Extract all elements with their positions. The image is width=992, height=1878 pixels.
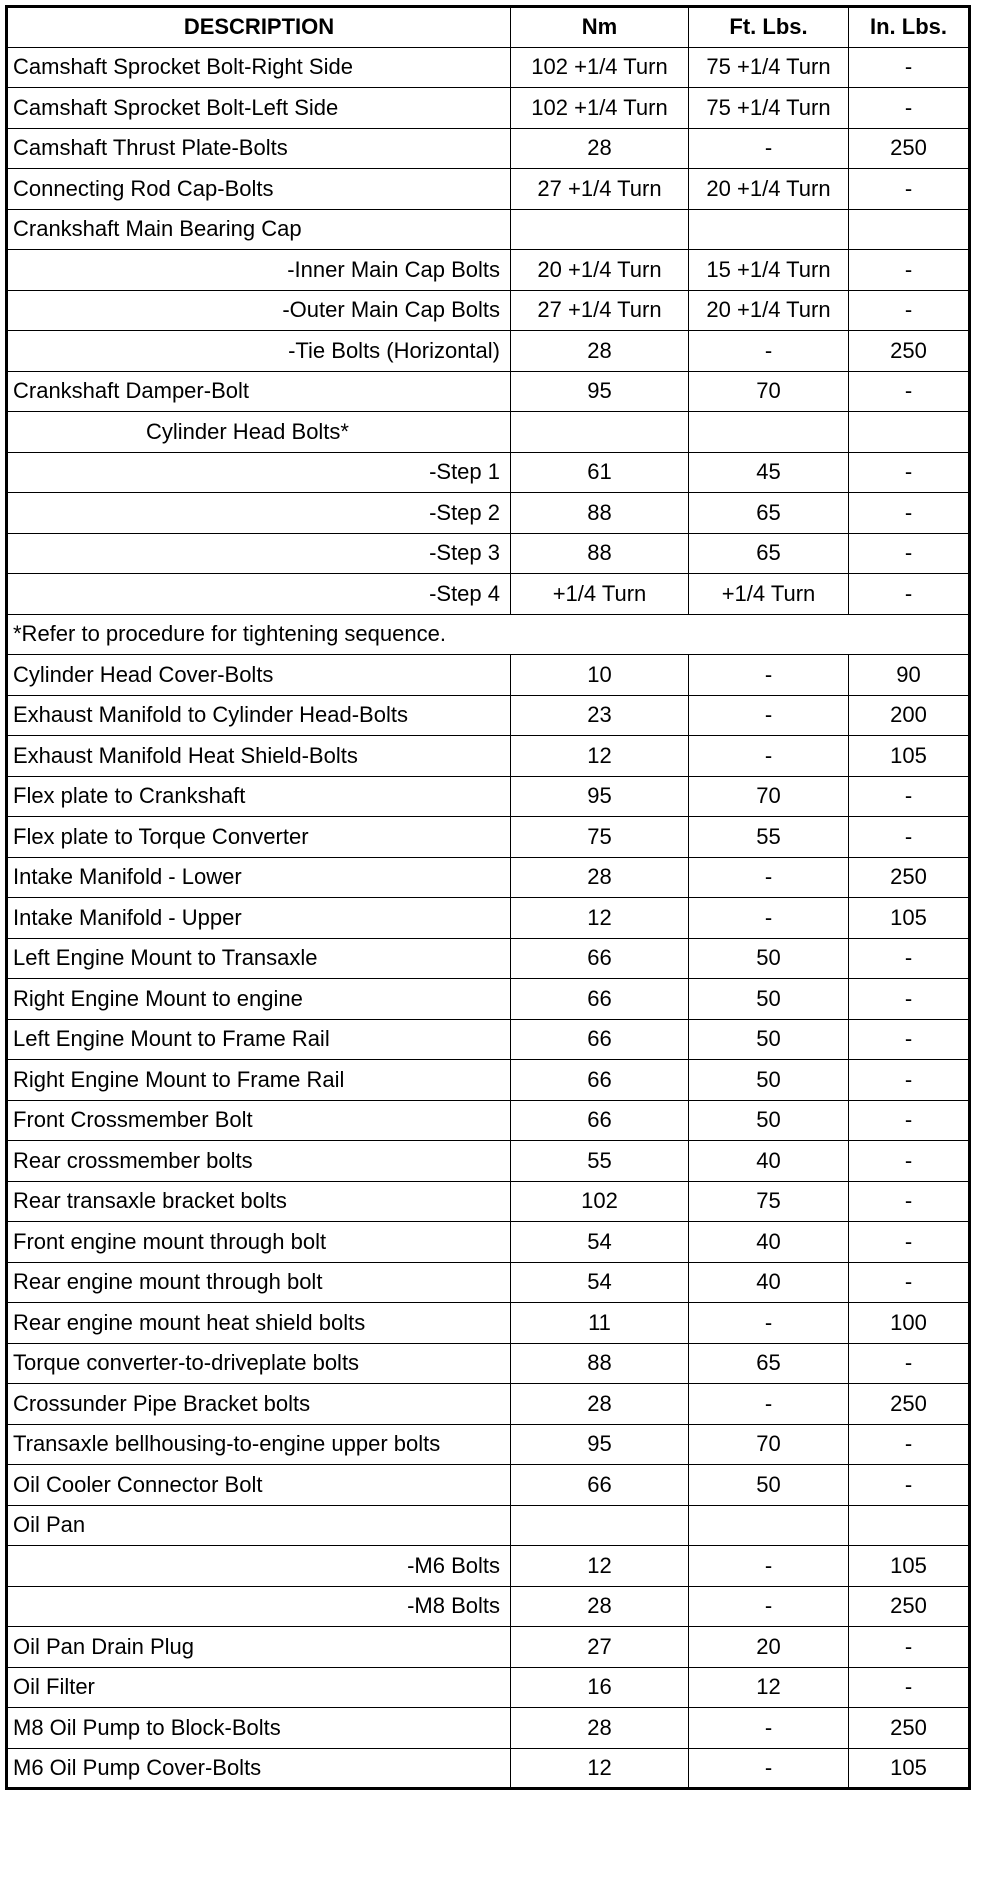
in-lbs-cell: -: [849, 1181, 970, 1222]
ft-lbs-cell: 50: [689, 1465, 849, 1506]
ft-lbs-cell: 70: [689, 371, 849, 412]
description-cell: Front Crossmember Bolt: [7, 1100, 511, 1141]
table-row: [7, 736, 970, 777]
table-row: [7, 898, 970, 939]
nm-cell: 55: [511, 1141, 689, 1182]
description-cell: Crossunder Pipe Bracket bolts: [7, 1384, 511, 1425]
table-row: [7, 1465, 970, 1506]
header-in-lbs: In. Lbs.: [849, 7, 970, 48]
in-lbs-cell: -: [849, 574, 970, 615]
ft-lbs-cell: 12: [689, 1667, 849, 1708]
in-lbs-cell: -: [849, 169, 970, 210]
note-row: [7, 614, 970, 655]
in-lbs-cell: -: [849, 1465, 970, 1506]
description-cell: Torque converter-to-driveplate bolts: [7, 1343, 511, 1384]
ft-lbs-cell: [689, 1505, 849, 1546]
nm-cell: 12: [511, 736, 689, 777]
in-lbs-cell: 250: [849, 128, 970, 169]
in-lbs-cell: 105: [849, 1748, 970, 1789]
ft-lbs-cell: [689, 412, 849, 453]
description-cell: Front engine mount through bolt: [7, 1222, 511, 1263]
nm-cell: 66: [511, 979, 689, 1020]
in-lbs-cell: 250: [849, 1586, 970, 1627]
nm-cell: 66: [511, 1100, 689, 1141]
description-cell: Connecting Rod Cap-Bolts: [7, 169, 511, 210]
in-lbs-cell: -: [849, 1262, 970, 1303]
table-row: [7, 533, 970, 574]
nm-cell: 23: [511, 695, 689, 736]
nm-cell: 28: [511, 1586, 689, 1627]
nm-cell: 54: [511, 1222, 689, 1263]
description-cell: Crankshaft Main Bearing Cap: [7, 209, 511, 250]
in-lbs-cell: -: [849, 452, 970, 493]
nm-cell: 28: [511, 1708, 689, 1749]
in-lbs-cell: [849, 209, 970, 250]
in-lbs-cell: -: [849, 250, 970, 291]
table-row: [7, 1343, 970, 1384]
ft-lbs-cell: -: [689, 1708, 849, 1749]
nm-cell: 28: [511, 331, 689, 372]
ft-lbs-cell: 75: [689, 1181, 849, 1222]
description-cell: Right Engine Mount to engine: [7, 979, 511, 1020]
table-row: [7, 169, 970, 210]
in-lbs-cell: -: [849, 1019, 970, 1060]
description-cell: Rear engine mount heat shield bolts: [7, 1303, 511, 1344]
nm-cell: 12: [511, 1748, 689, 1789]
description-cell: -Step 3: [7, 533, 511, 574]
table-row: [7, 1181, 970, 1222]
in-lbs-cell: -: [849, 290, 970, 331]
description-cell: Oil Cooler Connector Bolt: [7, 1465, 511, 1506]
ft-lbs-cell: -: [689, 695, 849, 736]
ft-lbs-cell: -: [689, 898, 849, 939]
table-row: [7, 776, 970, 817]
in-lbs-cell: 90: [849, 655, 970, 696]
ft-lbs-cell: -: [689, 331, 849, 372]
in-lbs-cell: -: [849, 776, 970, 817]
table-row: [7, 1262, 970, 1303]
nm-cell: 66: [511, 1465, 689, 1506]
nm-cell: 28: [511, 128, 689, 169]
nm-cell: 54: [511, 1262, 689, 1303]
ft-lbs-cell: 50: [689, 979, 849, 1020]
description-cell: Exhaust Manifold to Cylinder Head-Bolts: [7, 695, 511, 736]
table-row: [7, 1708, 970, 1749]
ft-lbs-cell: 70: [689, 1424, 849, 1465]
table-row: [7, 1505, 970, 1546]
table-row: [7, 1060, 970, 1101]
nm-cell: [511, 412, 689, 453]
ft-lbs-cell: 40: [689, 1222, 849, 1263]
nm-cell: 28: [511, 1384, 689, 1425]
ft-lbs-cell: -: [689, 128, 849, 169]
description-cell: -Outer Main Cap Bolts: [7, 290, 511, 331]
in-lbs-cell: -: [849, 1100, 970, 1141]
description-cell: Left Engine Mount to Frame Rail: [7, 1019, 511, 1060]
footnote-text: *Refer to procedure for tightening sequence.: [7, 614, 970, 655]
nm-cell: 27 +1/4 Turn: [511, 290, 689, 331]
description-cell: Intake Manifold - Lower: [7, 857, 511, 898]
ft-lbs-cell: -: [689, 1384, 849, 1425]
description-cell: Cylinder Head Bolts*: [7, 412, 511, 453]
ft-lbs-cell: 40: [689, 1262, 849, 1303]
description-cell: Cylinder Head Cover-Bolts: [7, 655, 511, 696]
description-cell: Oil Pan Drain Plug: [7, 1627, 511, 1668]
description-cell: -Tie Bolts (Horizontal): [7, 331, 511, 372]
nm-cell: 102 +1/4 Turn: [511, 47, 689, 88]
nm-cell: 27: [511, 1627, 689, 1668]
table-row: [7, 290, 970, 331]
ft-lbs-cell: -: [689, 1303, 849, 1344]
header-description: DESCRIPTION: [7, 7, 511, 48]
table-row: [7, 1384, 970, 1425]
in-lbs-cell: 105: [849, 898, 970, 939]
table-row: [7, 412, 970, 453]
description-cell: Camshaft Sprocket Bolt-Left Side: [7, 88, 511, 129]
description-cell: Flex plate to Crankshaft: [7, 776, 511, 817]
nm-cell: 102 +1/4 Turn: [511, 88, 689, 129]
table-row: [7, 1019, 970, 1060]
ft-lbs-cell: 55: [689, 817, 849, 858]
ft-lbs-cell: +1/4 Turn: [689, 574, 849, 615]
table-row: [7, 1546, 970, 1587]
description-cell: -M8 Bolts: [7, 1586, 511, 1627]
in-lbs-cell: -: [849, 1424, 970, 1465]
table-row: [7, 250, 970, 291]
ft-lbs-cell: 45: [689, 452, 849, 493]
nm-cell: 95: [511, 371, 689, 412]
nm-cell: 66: [511, 938, 689, 979]
nm-cell: 11: [511, 1303, 689, 1344]
in-lbs-cell: 250: [849, 1384, 970, 1425]
table-row: [7, 938, 970, 979]
table-row: [7, 1141, 970, 1182]
in-lbs-cell: 250: [849, 331, 970, 372]
nm-cell: 95: [511, 776, 689, 817]
table-row: [7, 1424, 970, 1465]
description-cell: Flex plate to Torque Converter: [7, 817, 511, 858]
in-lbs-cell: 105: [849, 736, 970, 777]
description-cell: -Inner Main Cap Bolts: [7, 250, 511, 291]
description-cell: Camshaft Sprocket Bolt-Right Side: [7, 47, 511, 88]
ft-lbs-cell: -: [689, 1748, 849, 1789]
ft-lbs-cell: 20 +1/4 Turn: [689, 169, 849, 210]
table-row: [7, 1748, 970, 1789]
nm-cell: 12: [511, 1546, 689, 1587]
description-cell: Camshaft Thrust Plate-Bolts: [7, 128, 511, 169]
table-row: [7, 1222, 970, 1263]
nm-cell: 95: [511, 1424, 689, 1465]
ft-lbs-cell: 65: [689, 493, 849, 534]
table-row: [7, 817, 970, 858]
in-lbs-cell: -: [849, 979, 970, 1020]
in-lbs-cell: 105: [849, 1546, 970, 1587]
ft-lbs-cell: 65: [689, 533, 849, 574]
ft-lbs-cell: 40: [689, 1141, 849, 1182]
description-cell: Oil Pan: [7, 1505, 511, 1546]
ft-lbs-cell: 50: [689, 1060, 849, 1101]
table-row: [7, 371, 970, 412]
in-lbs-cell: -: [849, 47, 970, 88]
header-nm: Nm: [511, 7, 689, 48]
table-row: [7, 331, 970, 372]
ft-lbs-cell: 65: [689, 1343, 849, 1384]
in-lbs-cell: -: [849, 1627, 970, 1668]
ft-lbs-cell: -: [689, 1546, 849, 1587]
nm-cell: 88: [511, 493, 689, 534]
description-cell: Right Engine Mount to Frame Rail: [7, 1060, 511, 1101]
in-lbs-cell: -: [849, 817, 970, 858]
nm-cell: 16: [511, 1667, 689, 1708]
ft-lbs-cell: 20: [689, 1627, 849, 1668]
description-cell: -M6 Bolts: [7, 1546, 511, 1587]
table-row: [7, 857, 970, 898]
in-lbs-cell: -: [849, 493, 970, 534]
table-row: [7, 128, 970, 169]
ft-lbs-cell: 15 +1/4 Turn: [689, 250, 849, 291]
header-row: [7, 7, 970, 48]
header-ft-lbs: Ft. Lbs.: [689, 7, 849, 48]
nm-cell: 88: [511, 533, 689, 574]
table-row: [7, 88, 970, 129]
in-lbs-cell: -: [849, 88, 970, 129]
torque-spec-table: [5, 5, 971, 1790]
description-cell: Rear crossmember bolts: [7, 1141, 511, 1182]
in-lbs-cell: [849, 412, 970, 453]
description-cell: Intake Manifold - Upper: [7, 898, 511, 939]
in-lbs-cell: -: [849, 938, 970, 979]
in-lbs-cell: 200: [849, 695, 970, 736]
ft-lbs-cell: -: [689, 1586, 849, 1627]
description-cell: M8 Oil Pump to Block-Bolts: [7, 1708, 511, 1749]
in-lbs-cell: -: [849, 1141, 970, 1182]
description-cell: Crankshaft Damper-Bolt: [7, 371, 511, 412]
in-lbs-cell: -: [849, 1343, 970, 1384]
table-body: [7, 47, 970, 1789]
in-lbs-cell: 250: [849, 857, 970, 898]
description-cell: Left Engine Mount to Transaxle: [7, 938, 511, 979]
table-row: [7, 574, 970, 615]
description-cell: Oil Filter: [7, 1667, 511, 1708]
description-cell: Exhaust Manifold Heat Shield-Bolts: [7, 736, 511, 777]
in-lbs-cell: -: [849, 1060, 970, 1101]
nm-cell: [511, 1505, 689, 1546]
in-lbs-cell: -: [849, 1667, 970, 1708]
nm-cell: 12: [511, 898, 689, 939]
nm-cell: 27 +1/4 Turn: [511, 169, 689, 210]
nm-cell: 61: [511, 452, 689, 493]
nm-cell: 66: [511, 1019, 689, 1060]
ft-lbs-cell: -: [689, 736, 849, 777]
ft-lbs-cell: -: [689, 857, 849, 898]
description-cell: Transaxle bellhousing-to-engine upper bolts: [7, 1424, 511, 1465]
description-cell: -Step 4: [7, 574, 511, 615]
nm-cell: 75: [511, 817, 689, 858]
description-cell: Rear engine mount through bolt: [7, 1262, 511, 1303]
description-cell: M6 Oil Pump Cover-Bolts: [7, 1748, 511, 1789]
ft-lbs-cell: 75 +1/4 Turn: [689, 47, 849, 88]
table-row: [7, 47, 970, 88]
in-lbs-cell: 100: [849, 1303, 970, 1344]
nm-cell: +1/4 Turn: [511, 574, 689, 615]
nm-cell: 10: [511, 655, 689, 696]
ft-lbs-cell: 75 +1/4 Turn: [689, 88, 849, 129]
in-lbs-cell: 250: [849, 1708, 970, 1749]
ft-lbs-cell: 50: [689, 1100, 849, 1141]
nm-cell: 28: [511, 857, 689, 898]
table-row: [7, 493, 970, 534]
table-row: [7, 452, 970, 493]
in-lbs-cell: -: [849, 1222, 970, 1263]
nm-cell: 88: [511, 1343, 689, 1384]
ft-lbs-cell: 20 +1/4 Turn: [689, 290, 849, 331]
table-row: [7, 1627, 970, 1668]
ft-lbs-cell: -: [689, 655, 849, 696]
torque-spec-sheet: [5, 5, 968, 1869]
description-cell: -Step 2: [7, 493, 511, 534]
ft-lbs-cell: 50: [689, 938, 849, 979]
table-row: [7, 979, 970, 1020]
nm-cell: [511, 209, 689, 250]
table-row: [7, 1667, 970, 1708]
table-row: [7, 695, 970, 736]
table-row: [7, 1303, 970, 1344]
nm-cell: 102: [511, 1181, 689, 1222]
nm-cell: 20 +1/4 Turn: [511, 250, 689, 291]
ft-lbs-cell: [689, 209, 849, 250]
in-lbs-cell: -: [849, 371, 970, 412]
nm-cell: 66: [511, 1060, 689, 1101]
description-cell: Rear transaxle bracket bolts: [7, 1181, 511, 1222]
description-cell: -Step 1: [7, 452, 511, 493]
in-lbs-cell: [849, 1505, 970, 1546]
table-row: [7, 1100, 970, 1141]
table-row: [7, 209, 970, 250]
ft-lbs-cell: 50: [689, 1019, 849, 1060]
table-row: [7, 655, 970, 696]
in-lbs-cell: -: [849, 533, 970, 574]
table-row: [7, 1586, 970, 1627]
ft-lbs-cell: 70: [689, 776, 849, 817]
